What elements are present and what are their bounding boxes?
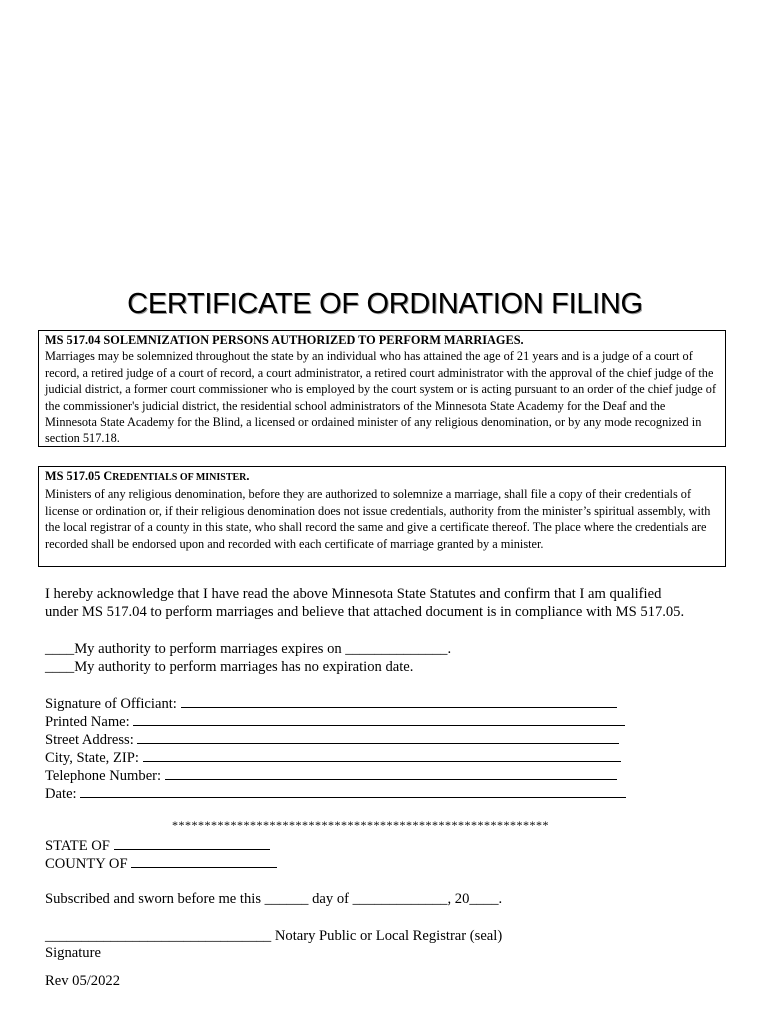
- revision-date: Rev 05/2022: [45, 973, 120, 989]
- state-of-field[interactable]: [114, 836, 270, 850]
- telephone-number-field[interactable]: [165, 766, 617, 780]
- statute-517-05-heading: MS 517.05 CREDENTIALS OF MINISTER.: [45, 469, 250, 483]
- date-field[interactable]: [80, 784, 626, 798]
- state-of-row: [45, 836, 270, 855]
- printed-name-field[interactable]: [133, 712, 625, 726]
- signature-of-officiant-row: [45, 694, 617, 713]
- acknowledgment-line-1: I hereby acknowledge that I have read the above Minnesota State Statutes and confirm that I am qualified: [45, 586, 662, 602]
- telephone-number-row: [45, 766, 617, 785]
- authority-expires-blank[interactable]: ____: [45, 641, 75, 657]
- county-of-label: COUNTY OF: [45, 856, 128, 872]
- authority-expires-option[interactable]: [45, 640, 451, 658]
- city-state-zip-field[interactable]: [143, 748, 621, 762]
- telephone-number-label: Telephone Number:: [45, 768, 162, 784]
- statute-517-04-text: Marriages may be solemnized throughout the state by an individual who has attained the age of 21 years and is a judge of a court of record, a retired judge of a court of record, a court administrator, a retired court administrator with the approval of the chief judge of the judicial district, a former court commissioner who is employed by the court system or is acting pursuant to an order of the chief judge of the commissioner's judicial district, the residential school administrators of the Minnesota State Academy for the Deaf and the Minnesota State Academy for the Blind, a licensed or ordained minister of any religious denomination, or by any mode recognized in section 517.18.: [45, 349, 717, 446]
- authority-no-expiration-text: My authority to perform marriages has no expiration date.: [74, 659, 414, 675]
- street-address-label: Street Address:: [45, 732, 134, 748]
- notary-signature-line: _______________________________ Notary Public or Local Registrar (seal): [45, 928, 503, 944]
- county-of-field[interactable]: [131, 854, 277, 868]
- printed-name-row: [45, 712, 625, 731]
- city-state-zip-label: City, State, ZIP:: [45, 750, 139, 766]
- city-state-zip-row: [45, 748, 621, 767]
- date-label: Date:: [45, 786, 77, 802]
- statute-517-05-text: Ministers of any religious denomination, before they are authorized to solemnize a marriage, shall file a copy of their credentials of license or ordination or, if their religious denomination does not issue credentials, authority from the minister’s spiritual assembly, with the local registrar of a county in this state, who shall record the same and give a certificate thereof. The place where the credentials are recorded shall be endorsed upon and recorded with each certificate of marriage granted by a minister.: [45, 487, 711, 551]
- notary-signature-label: Signature: [45, 945, 101, 961]
- section-separator: **********************************************************: [172, 818, 549, 832]
- signature-of-officiant-field[interactable]: [181, 694, 617, 708]
- signature-of-officiant-label: Signature of Officiant:: [45, 696, 177, 712]
- authority-no-expiration-option[interactable]: [45, 658, 413, 676]
- statute-517-05-box: [38, 466, 726, 567]
- statute-517-04-heading: MS 517.04 SOLEMNIZATION PERSONS AUTHORIZED TO PERFORM MARRIAGES.: [45, 333, 524, 347]
- statute-517-04-box: [38, 330, 726, 447]
- street-address-field[interactable]: [137, 730, 619, 744]
- subscribed-sworn-text: Subscribed and sworn before me this ______ day of _____________, 20____.: [45, 891, 503, 907]
- authority-expires-text: My authority to perform marriages expires on ______________.: [74, 641, 452, 657]
- document-title: CERTIFICATE OF ORDINATION FILING: [127, 288, 643, 320]
- date-row: [45, 784, 626, 803]
- authority-no-expiration-blank[interactable]: ____: [45, 659, 75, 675]
- printed-name-label: Printed Name:: [45, 714, 130, 730]
- state-of-label: STATE OF: [45, 838, 110, 854]
- street-address-row: [45, 730, 619, 749]
- acknowledgment-line-2: under MS 517.04 to perform marriages and believe that attached document is in compliance with MS 517.05.: [45, 604, 685, 620]
- county-of-row: [45, 854, 277, 873]
